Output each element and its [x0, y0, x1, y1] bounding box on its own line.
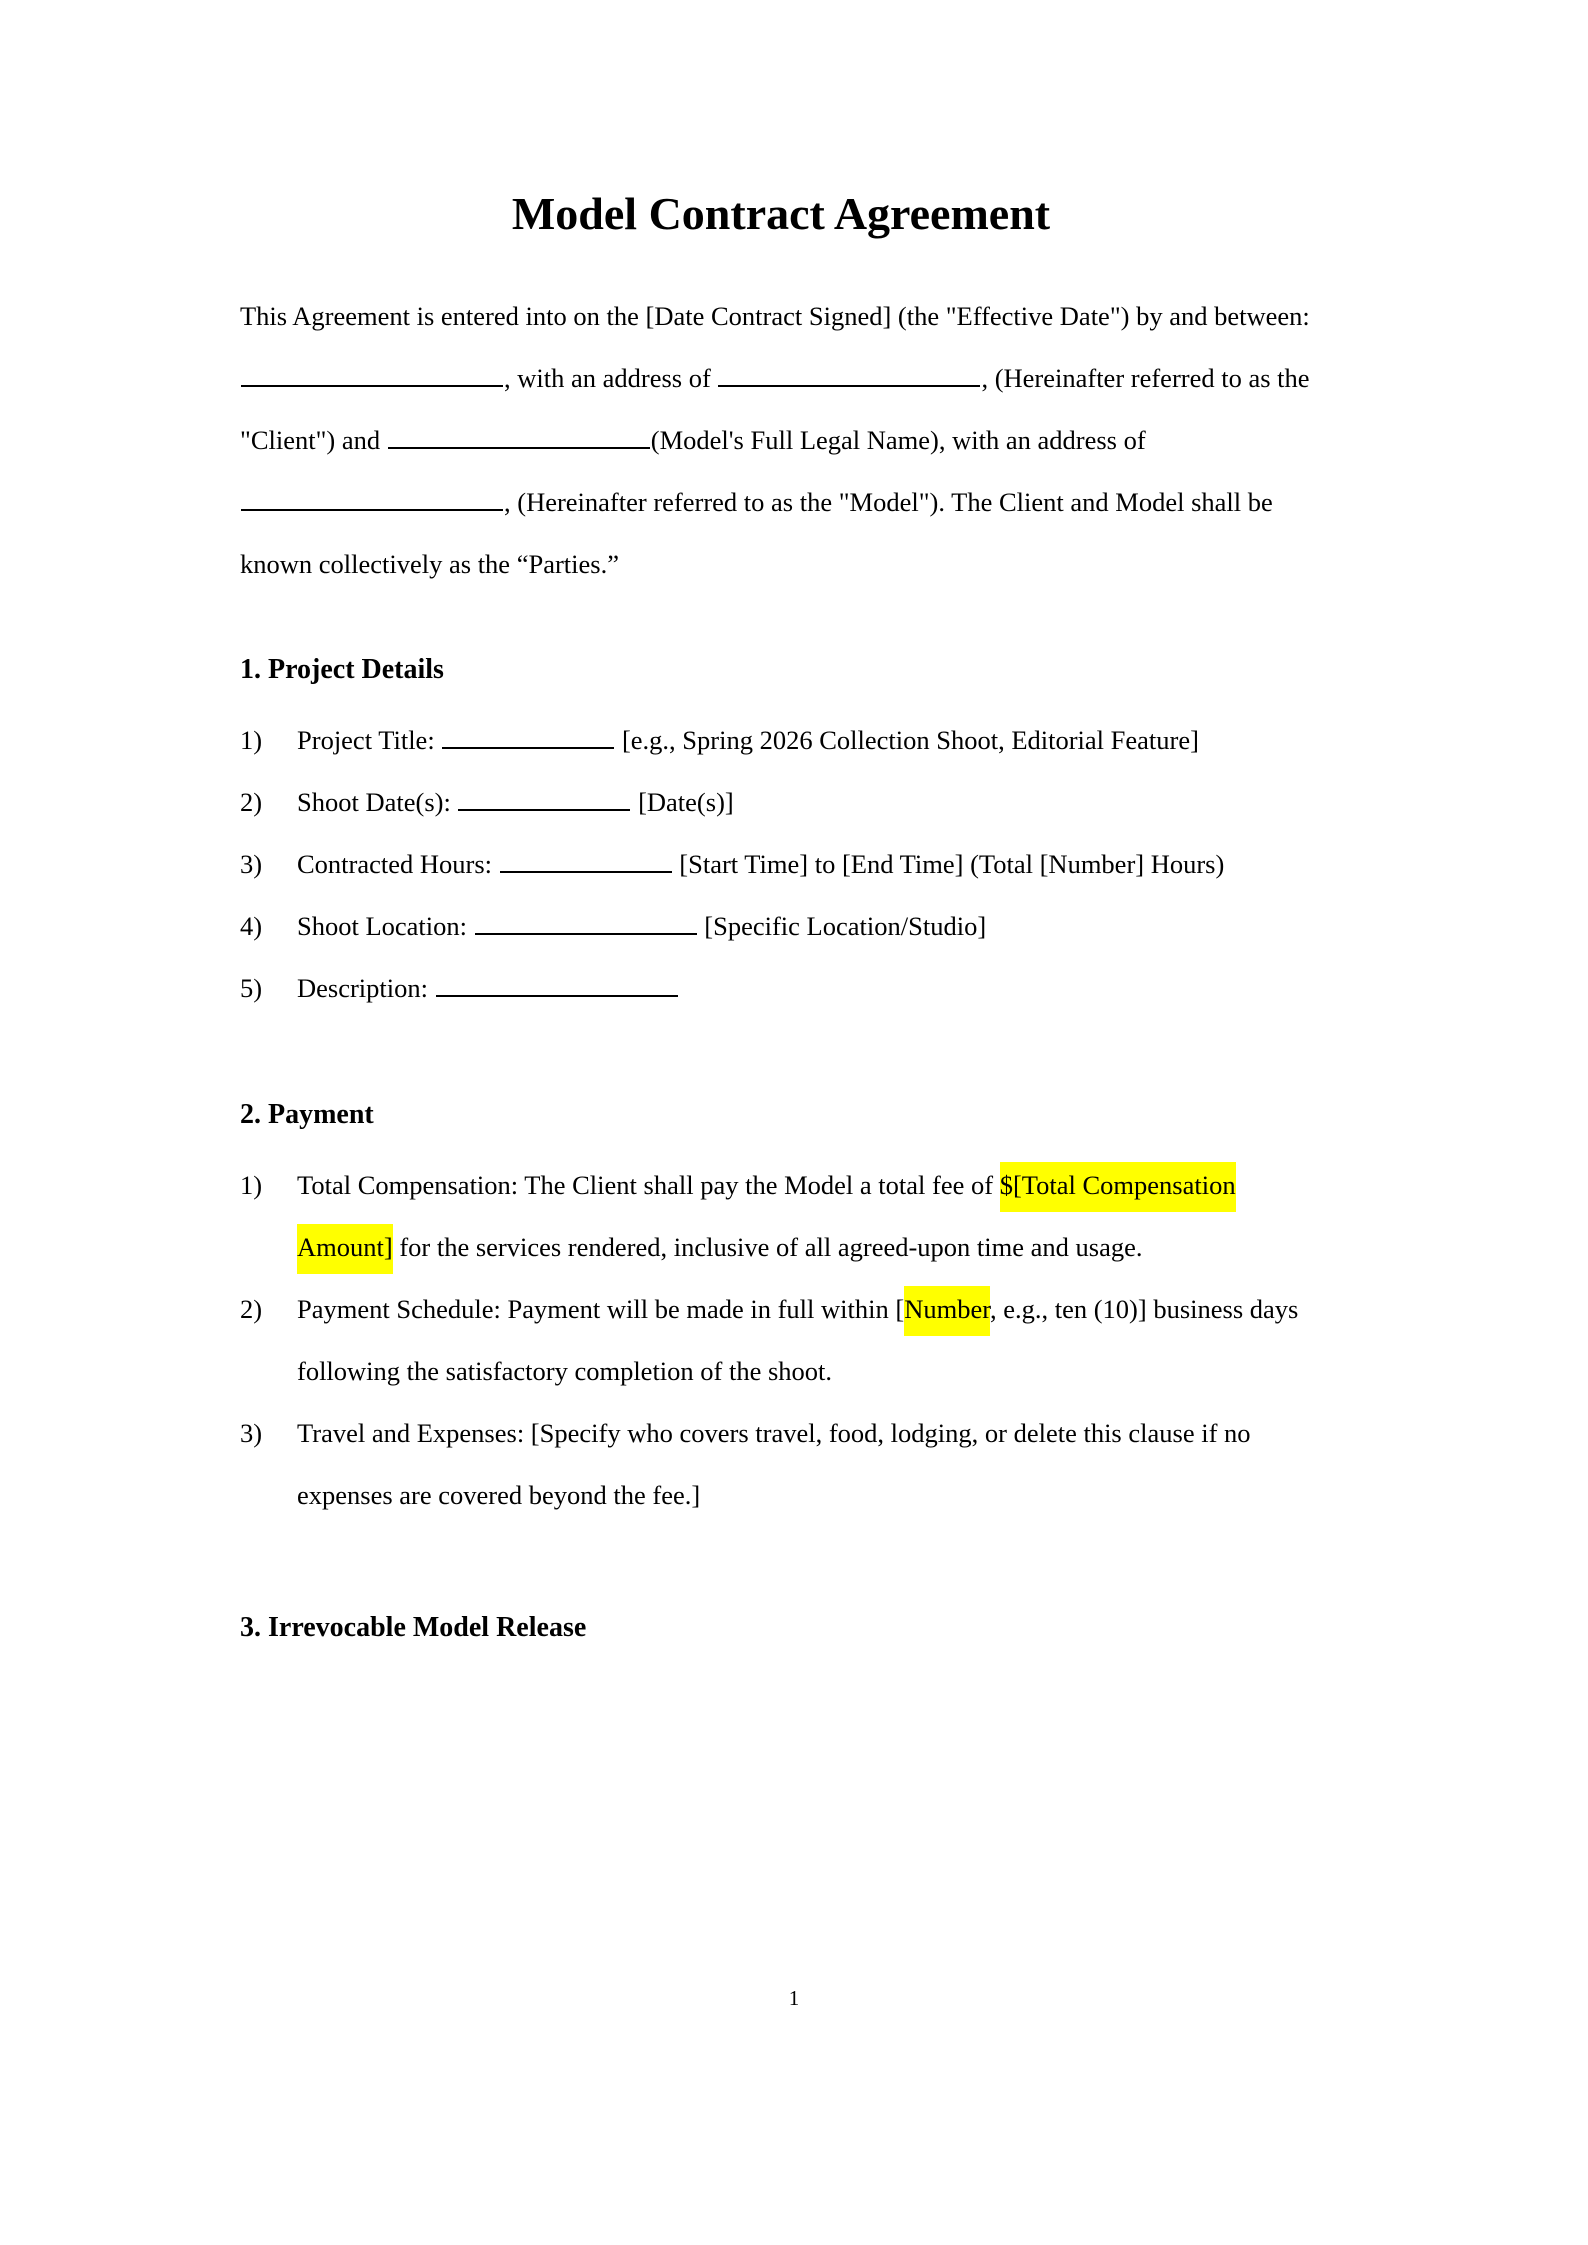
list-marker: 2): [240, 1294, 263, 1325]
item-hint: [Date(s)]: [631, 787, 734, 818]
blank-shoot-location[interactable]: [475, 911, 697, 935]
list-marker: 1): [240, 725, 263, 756]
section-heading-project-details: 1. Project Details: [240, 654, 444, 686]
list-marker: 5): [240, 973, 263, 1004]
item-hint: [e.g., Spring 2026 Collection Shoot, Editorial Feature]: [615, 725, 1199, 756]
list-marker: 4): [240, 911, 263, 942]
item-hint: [Start Time] to [End Time] (Total [Number] Hours): [672, 849, 1225, 880]
page-title: Model Contract Agreement: [511, 188, 1051, 239]
list-marker: 2): [240, 787, 263, 818]
item-text-post: for the services rendered, inclusive of all agreed-upon time and usage.: [392, 1232, 1143, 1263]
item-text-pre: Travel and Expenses: [Specify who covers travel, food, lodging, or delete this clause if no expenses are covered beyond the fee.]: [297, 1418, 1251, 1511]
project-details-list: [240, 687, 1322, 1019]
list-item: [240, 1278, 1322, 1402]
item-label: Project Title:: [297, 725, 442, 756]
blank-model-name[interactable]: [388, 425, 650, 449]
document-content: [240, 0, 1322, 1645]
list-marker: 1): [240, 1170, 263, 1201]
item-label: Contracted Hours:: [297, 849, 499, 880]
list-item: [240, 833, 1322, 895]
blank-model-address[interactable]: [241, 487, 503, 511]
item-label: Shoot Date(s):: [297, 787, 458, 818]
blank-client-address[interactable]: [718, 363, 980, 387]
highlighted-placeholder-total-compensation[interactable]: $[Total Compensation Amount]: [297, 1162, 1236, 1274]
blank-project-title[interactable]: [442, 725, 614, 749]
list-marker: 3): [240, 1418, 263, 1449]
item-label: Description:: [297, 973, 435, 1004]
item-text-pre: Total Compensation: The Client shall pay the Model a total fee of: [297, 1170, 1000, 1201]
item-text-post: , e.g., ten (10)] business days following the satisfactory completion of the shoot.: [297, 1294, 1299, 1387]
blank-description[interactable]: [436, 973, 678, 997]
list-item: [240, 1402, 1322, 1526]
blank-contracted-hours[interactable]: [500, 849, 672, 873]
blank-client-name[interactable]: [241, 363, 503, 387]
intro-paragraph: [240, 241, 1322, 595]
list-item: [240, 709, 1322, 771]
list-item: [240, 895, 1322, 957]
highlighted-placeholder-number[interactable]: Number: [904, 1286, 990, 1336]
item-label: Shoot Location:: [297, 911, 474, 942]
list-marker: 3): [240, 849, 263, 880]
section-heading-irrevocable-model-release: 3. Irrevocable Model Release: [240, 1612, 587, 1644]
intro-text-5: , (Hereinafter referred to as the "Model"). The Client and Model shall be known collectively as the “Parties.”: [240, 487, 1273, 580]
blank-shoot-dates[interactable]: [458, 787, 630, 811]
intro-text-3: , (Hereinafter referred to as the "Client") and: [240, 363, 1310, 456]
list-item: [240, 771, 1322, 833]
payment-list: [240, 1132, 1322, 1526]
item-text-pre: Payment Schedule: Payment will be made in full within [: [297, 1294, 905, 1325]
list-item: [240, 1154, 1322, 1278]
intro-text-4: (Model's Full Legal Name), with an address of: [650, 425, 1146, 456]
page-number: 1: [788, 1986, 800, 2010]
section-heading-payment: 2. Payment: [240, 1099, 374, 1131]
list-item: [240, 957, 1322, 1019]
intro-text-2: , with an address of: [504, 363, 718, 394]
item-hint: [Specific Location/Studio]: [697, 911, 987, 942]
intro-text-1: This Agreement is entered into on the [Date Contract Signed] (the "Effective Date") by and between:: [240, 301, 1310, 332]
